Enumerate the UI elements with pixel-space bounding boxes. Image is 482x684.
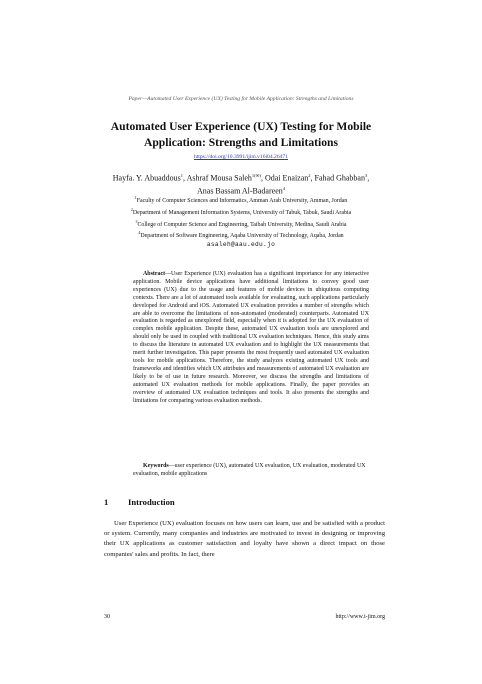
author-name: Ashraf Mousa Saleh [186, 173, 252, 183]
affiliation-text: Department of Software Engineering, Aqaba University of Technology, Aqaba, Jordan [140, 233, 344, 240]
header-text: —Automated User Experience (UX) Testing for Mobile Application: Strengths and Limitations [142, 96, 354, 102]
affiliation-mark: 4 [138, 230, 141, 236]
keywords [133, 463, 369, 479]
affiliation-line [80, 229, 402, 241]
affiliation-mark: 1 [134, 195, 137, 200]
affiliation-text: College of Computer Science and Engineering, Taibah University, Medina, Saudi Arabia [137, 221, 347, 228]
abstract-label: Abstract [143, 271, 166, 277]
author-name: Odai Enaizan [264, 173, 309, 183]
affiliation-list [80, 194, 402, 249]
author-affiliation-mark: 1(✉) [251, 173, 261, 178]
abstract-text: —User Experience (UX) evaluation has a significant importance for any interactive application. Mobile device applications have additional limitations to convey good user experiences (UX) due to the usage and features of mobile devices in ubiquitous computing contexts. There are a lot of automated tools available for evaluating, such applications particularly developed for Android and iOS. Automated UX evaluation provides a number of strengths which are able to overcome the limitations of non-automated (moderated) counterparts. Automated UX evaluation is regarded as unexplored field, especially when it is adopted for the UX evaluation of complex mobile application. Despite these, automated UX evaluation tools are unexplored and should only be used in coupled with traditional UX evaluation techniques. Hence, this study aims to discuss the literature in automated UX evaluation and to highlight the UX measurements that merit further investigation. This paper presents the most frequently used automated UX evaluation tools for mobile applications. Therefore, the study analyzes existing automated UX tools and frameworks and identifies which UX attributes and measurements of automated UX evaluation are likely to be of use in future research. Moreover, we discuss the strengths and limitations of automated UX evaluation methods for mobile applications. Finally, the paper provides an overview of automated UX evaluation techniques and tools. It also presents the strengths and limitations for comparing various evaluation methods. [133, 271, 369, 404]
abstract [133, 271, 369, 405]
header-label: Paper [128, 96, 143, 102]
paper-title: Automated User Experience (UX) Testing for Mobile Application: Strengths and Limitations [110, 120, 372, 149]
doi-link[interactable]: https://doi.org/10.3991/ijim.v16i04.26471 [193, 154, 289, 160]
section-heading [104, 497, 384, 507]
affiliation-text: Faculty of Computer Sciences and Informatics, Amman Arab University, Amman, Jordan [136, 197, 348, 204]
affiliation-line [80, 194, 402, 206]
keywords-text: —user experience (UX), automated UX evaluation, UX evaluation, moderated UX evaluation, mobile applications [133, 463, 366, 477]
affiliation-line [80, 218, 402, 230]
author-affiliation-mark: 2 [308, 173, 311, 178]
page-number: 30 [104, 614, 110, 620]
author-name: Anas Bassam Al-Badareen [196, 186, 283, 196]
keywords-label: Keywords [143, 463, 169, 469]
affiliation-text: Department of Management Information Systems, University of Tabuk, Tabuk, Saudi Arabia [132, 209, 352, 216]
corresponding-email[interactable]: asaleh@aau.edu.jo [206, 241, 276, 249]
author-name: Hayfa. Y. Abuaddous [112, 173, 181, 183]
affiliation-mark: 3 [135, 218, 138, 224]
author-name: Fahad Ghabban [314, 173, 365, 183]
affiliation-mark: 2 [130, 206, 133, 212]
section-number: 1 [104, 497, 109, 507]
intro-paragraph: User Experience (UX) evaluation focuses on how users can learn, use and be satisfied with a product or system. Currently, many companies and industries are motivated to invest in designing or improving their UX applications as customer satisfaction and loyalty have shown a direct impact on those companies' sales and profits. In fact, there [104, 520, 385, 558]
affiliation-line [80, 206, 402, 218]
running-header [0, 96, 482, 102]
section-title: Introduction [128, 497, 175, 507]
journal-url[interactable]: http://www.i-jim.org [335, 614, 385, 620]
author-affiliation-mark: 1 [180, 173, 184, 178]
author-list: Hayfa. Y. Abuaddous$^1$, Ashraf Mousa Saleh$^{1(✉)}$, Odai Enaizan$^2$, Fahad Ghabban$^3$, Anas Bassam Al-Badareen$^4$ [112, 173, 370, 196]
author-affiliation-mark: 4 [282, 186, 285, 192]
author-affiliation-mark: 3 [364, 173, 368, 178]
